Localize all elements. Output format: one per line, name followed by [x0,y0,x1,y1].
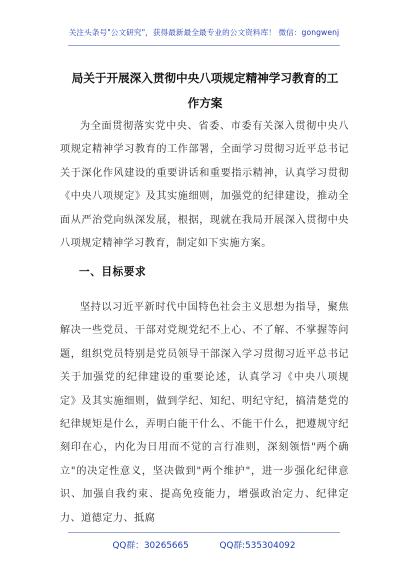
footer-qq-group-2: QQ群:535304092 [219,541,296,551]
document-title: 局关于开展深入贯彻中央八项规定精神学习教育的工作方案 [71,71,339,110]
page-header: 关注头条号"公文研究"，获得最新最全最专业的公文资料库！ 微信：gongwenj [68,28,340,37]
header-divider [68,45,340,46]
footer-qq-group-1: QQ群：30265665 [112,541,189,551]
section-heading: 一、目标要求 [79,266,147,278]
page-footer [0,538,408,551]
footer-divider [68,532,340,533]
intro-paragraph: 为全面贯彻落实党中央、省委、市委有关深入贯彻中央八项规定精神学习教育的工作部署，全面学习贯彻习近平总书记关于深化作风建设的重要讲话和重要指示精神，认真学习贯彻《中央八项规定》及其实施细则，加强党的纪律建设，推动全面从严治党向纵深发展，根据，现就在我局开展深入贯彻中央八项规定精神学习教育，制定如下实施方案。 [60,121,349,250]
section-paragraph: 坚持以习近平新时代中国特色社会主义思想为指导，聚焦解决一些党员、干部对党规党纪不上心、不了解、不掌握等问题，组织党员特别是党员领导干部深入学习贯彻习近平总书记关于加强党的纪律建设的重要论述，认真学习《中央八项规定》及其实施细则，做到学纪、知纪、明纪守纪，搞清楚党的纪律规矩是什么，弄明白能干什么、不能干什么，把遵规守纪刻印在心，内化为日用而不觉的言行准则，深刻领悟"两个确立"的决定性意义，坚决做到"两个维护"，进一步强化纪律意识、加强自我约束、提高免疫能力，增强政治定力、纪律定力、道德定力、抵腐 [60,302,349,524]
